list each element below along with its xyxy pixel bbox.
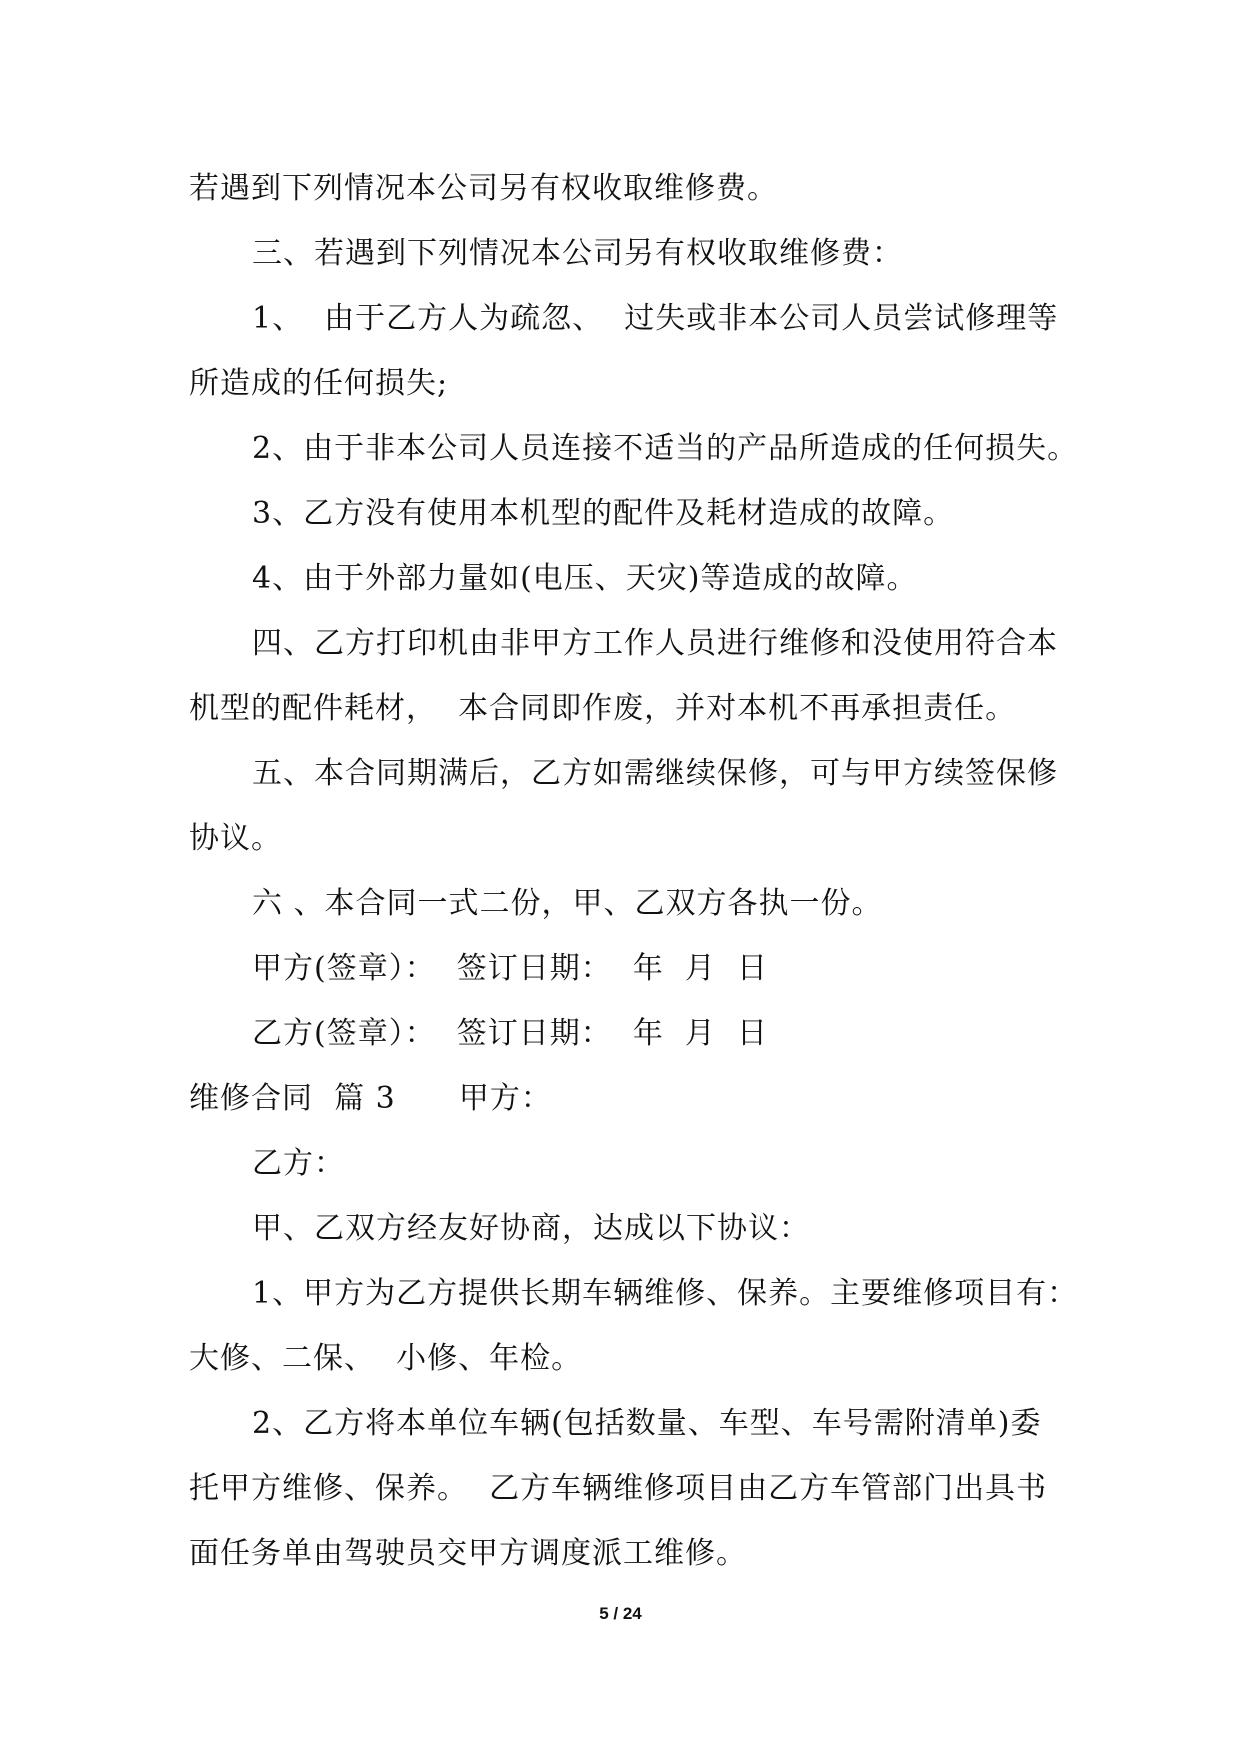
- document-body: [189, 156, 1079, 1586]
- paragraph-line: 1、甲方为乙方提供长期车辆维修、保养。主要维修项目有：: [252, 1276, 1079, 1311]
- section-heading: 维修合同 篇 3 甲方：: [189, 1081, 552, 1116]
- paragraph-line: 甲、乙双方经友好协商，达成以下协议：: [252, 1211, 810, 1246]
- signature-line-party-a: 甲方(签章）： 签订日期： 年 月 日: [252, 951, 768, 986]
- paragraph-line: 面任务单由驾驶员交甲方调度派工维修。: [189, 1536, 747, 1571]
- paragraph-line: 五、本合同期满后，乙方如需继续保修，可与甲方续签保修: [252, 756, 1058, 791]
- paragraph-line: 3、乙方没有使用本机型的配件及耗材造成的故障。: [252, 496, 955, 531]
- signature-line-party-b: 乙方(签章）： 签订日期： 年 月 日: [252, 1016, 768, 1051]
- paragraph-line: 乙方：: [252, 1146, 345, 1181]
- paragraph-line: 2、由于非本公司人员连接不适当的产品所造成的任何损失。: [252, 431, 1079, 466]
- paragraph-line: 四、乙方打印机由非甲方工作人员进行维修和没使用符合本: [252, 626, 1058, 661]
- paragraph-line: 所造成的任何损失;: [189, 366, 449, 401]
- paragraph-line: 协议。: [189, 821, 282, 856]
- paragraph-line: 4、由于外部力量如(电压、天灾)等造成的故障。: [252, 561, 918, 596]
- paragraph-line: 三、若遇到下列情况本公司另有权收取维修费：: [252, 236, 903, 271]
- paragraph-line: 2、乙方将本单位车辆(包括数量、车型、车号需附清单)委: [252, 1406, 1042, 1441]
- paragraph-line: 托甲方维修、保养。 乙方车辆维修项目由乙方车管部门出具书: [189, 1471, 1048, 1506]
- page-number: 5 / 24: [599, 1604, 642, 1623]
- paragraph-line: 1、 由于乙方人为疏忽、 过失或非本公司人员尝试修理等: [252, 301, 1059, 336]
- paragraph-line: 若遇到下列情况本公司另有权收取维修费。: [189, 171, 778, 206]
- paragraph-line: 机型的配件耗材， 本合同即作废，并对本机不再承担责任。: [189, 691, 1017, 726]
- paragraph-line: 六 、本合同一式二份，甲、乙双方各执一份。: [252, 886, 883, 921]
- paragraph-line: 大修、二保、 小修、年检。: [189, 1341, 583, 1376]
